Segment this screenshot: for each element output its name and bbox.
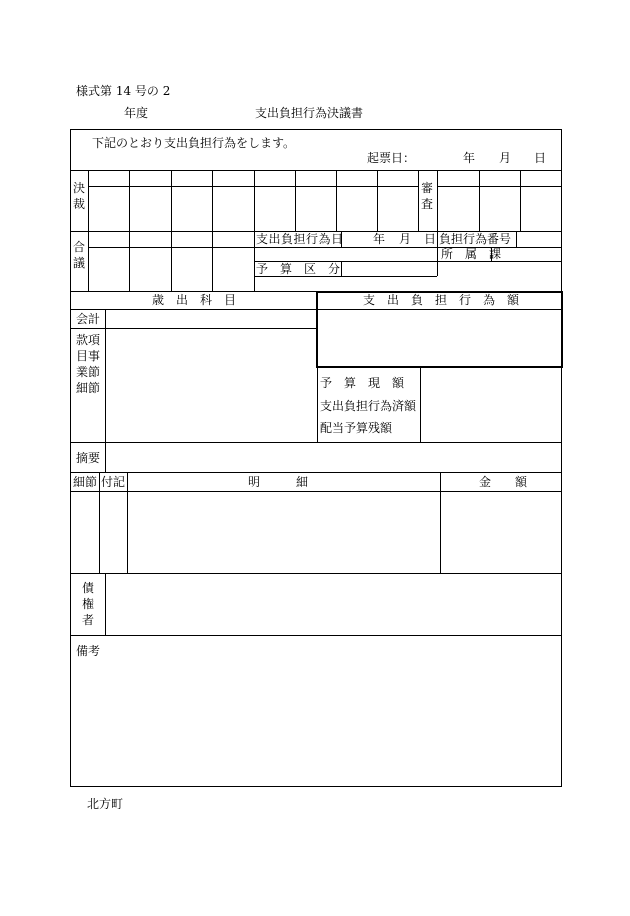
act-date-year: 年 (373, 232, 386, 246)
rule (127, 472, 128, 573)
rule (254, 170, 255, 291)
rule (254, 247, 562, 248)
rule (70, 573, 562, 574)
remarks-label: 備考 (76, 644, 101, 658)
rule (129, 170, 130, 231)
issue-date-year: 年 (463, 151, 476, 165)
aigi-label: 合議 (72, 240, 85, 270)
act-date-day: 日 (424, 232, 437, 246)
rule (88, 170, 89, 291)
current-budget-label: 予 算 現 額 (320, 376, 405, 390)
summary-label: 摘要 (76, 451, 101, 465)
rule (418, 170, 419, 231)
rule (212, 170, 213, 231)
subject-levels-label: 款項目事業節細節 (76, 333, 101, 395)
rule (70, 472, 562, 473)
rule (437, 170, 438, 276)
rule (171, 170, 172, 231)
rule (70, 442, 562, 443)
detail-label: 明 細 (248, 475, 309, 489)
rule (99, 472, 100, 573)
remaining-budget-label: 配当予算残額 (320, 421, 393, 435)
act-date-month: 月 (399, 232, 412, 246)
rule (520, 170, 521, 231)
rule (70, 635, 562, 636)
issue-date-month: 月 (499, 151, 512, 165)
rule (516, 231, 517, 247)
issue-date-label: 起票日： (367, 151, 416, 165)
amount-label: 金 額 (479, 475, 528, 489)
rule (105, 442, 106, 472)
form-frame (70, 129, 562, 787)
expenditure-subject-label: 歳 出 科 目 (152, 293, 237, 307)
subsection-label: 細節 (73, 475, 98, 489)
rule (70, 328, 317, 329)
statement-text: 下記のとおり支出負担行為をします。 (92, 136, 296, 150)
rule (129, 231, 130, 291)
department-label: 所 属 課 (441, 247, 502, 261)
rule (70, 170, 562, 171)
municipality-name: 北方町 (87, 797, 124, 811)
form-number: 様式第 14 号の 2 (76, 84, 171, 98)
act-date-label: 支出負担行為日 (256, 232, 344, 246)
act-number-label: 負担行為番号 (439, 232, 512, 246)
rule (88, 186, 418, 187)
rule (254, 276, 437, 277)
rule (212, 231, 213, 291)
committed-amount-label: 支出負担行為済額 (320, 399, 417, 413)
rule (377, 170, 378, 231)
rule (479, 170, 480, 231)
account-label: 会計 (76, 312, 101, 326)
rule (437, 186, 562, 187)
issue-date-day: 日 (534, 151, 547, 165)
rule (341, 261, 342, 276)
document-title: 支出負担行為決議書 (255, 106, 364, 120)
rule (105, 309, 106, 442)
rule (105, 573, 106, 635)
note-label: 付記 (101, 475, 126, 489)
rule (70, 491, 562, 492)
rule (336, 170, 337, 231)
rule (440, 472, 441, 573)
shinsa-label: 審査 (420, 181, 433, 211)
rule (295, 170, 296, 231)
fiscal-year-label: 年度 (124, 106, 149, 120)
commitment-amount-label: 支 出 負 担 行 為 額 (363, 293, 520, 307)
rule (171, 231, 172, 291)
rule (420, 367, 421, 442)
creditor-label: 債権者 (81, 581, 94, 627)
budget-division-label: 予 算 区 分 (256, 262, 341, 276)
kessai-label: 決裁 (72, 181, 85, 211)
